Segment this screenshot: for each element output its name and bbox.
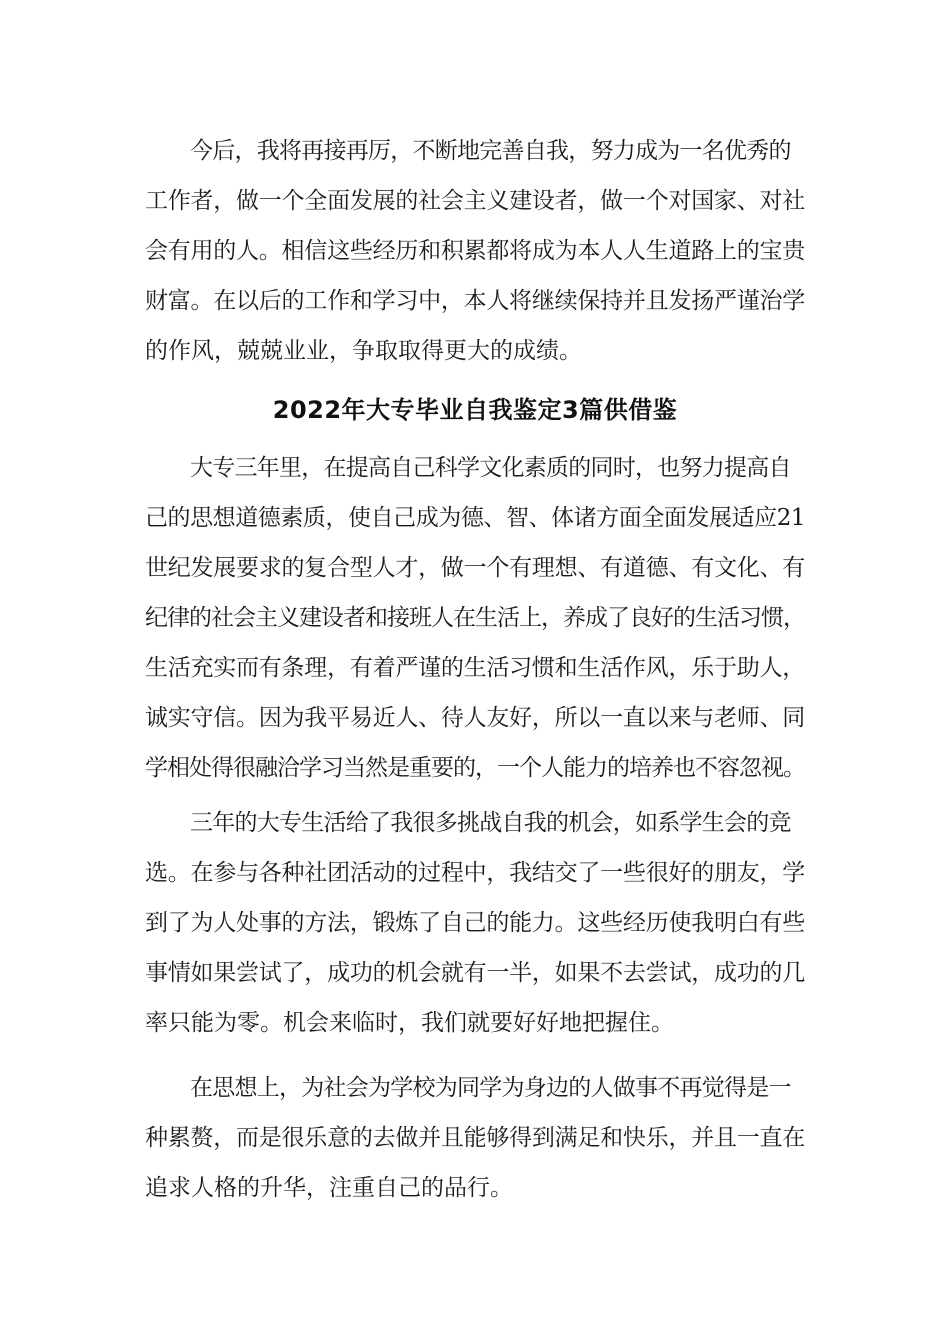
paragraph-2-line-4: 事情如果尝试了，成功的机会就有一半，如果不去尝试，成功的几	[145, 960, 805, 986]
paragraph-3-line-3: 追求人格的升华，注重自己的品行。	[145, 1175, 513, 1201]
paragraph-1-line-1: 大专三年里，在提高自己科学文化素质的同时，也努力提高自	[190, 455, 791, 481]
intro-line-3: 会有用的人。相信这些经历和积累都将成为本人人生道路上的宝贵	[145, 238, 805, 264]
paragraph-2-line-2: 选。在参与各种社团活动的过程中，我结交了一些很好的朋友，学	[145, 860, 805, 886]
intro-line-4: 财富。在以后的工作和学习中，本人将继续保持并且发扬严谨治学	[145, 288, 805, 314]
paragraph-1-line-3: 世纪发展要求的复合型人才，做一个有理想、有道德、有文化、有	[145, 555, 805, 581]
paragraph-1-line-2: 己的思想道德素质，使自己成为德、智、体诸方面全面发展适应21	[145, 505, 805, 531]
paragraph-2-line-5: 率只能为零。机会来临时，我们就要好好地把握住。	[145, 1010, 674, 1036]
intro-line-1: 今后，我将再接再厉，不断地完善自我，努力成为一名优秀的	[190, 138, 791, 164]
paragraph-1-line-7: 学相处得很融洽学习当然是重要的，一个人能力的培养也不容忽视。	[145, 755, 805, 781]
document-title: 2022年大专毕业自我鉴定3篇供借鉴	[272, 396, 678, 424]
paragraph-1-line-4: 纪律的社会主义建设者和接班人在生活上，养成了良好的生活习惯，	[145, 605, 805, 631]
paragraph-3-line-2: 种累赘，而是很乐意的去做并且能够得到满足和快乐，并且一直在	[145, 1125, 805, 1151]
intro-line-2: 工作者，做一个全面发展的社会主义建设者，做一个对国家、对社	[145, 188, 805, 214]
paragraph-2-line-1: 三年的大专生活给了我很多挑战自我的机会，如系学生会的竞	[190, 810, 791, 836]
paragraph-1-line-6: 诚实守信。因为我平易近人、待人友好，所以一直以来与老师、同	[145, 705, 805, 731]
paragraph-1-line-5: 生活充实而有条理，有着严谨的生活习惯和生活作风，乐于助人，	[145, 655, 805, 681]
paragraph-3-line-1: 在思想上，为社会为学校为同学为身边的人做事不再觉得是一	[190, 1075, 791, 1101]
paragraph-2-line-3: 到了为人处事的方法，锻炼了自己的能力。这些经历使我明白有些	[145, 910, 805, 936]
intro-line-5: 的作风，兢兢业业，争取取得更大的成绩。	[145, 338, 582, 364]
